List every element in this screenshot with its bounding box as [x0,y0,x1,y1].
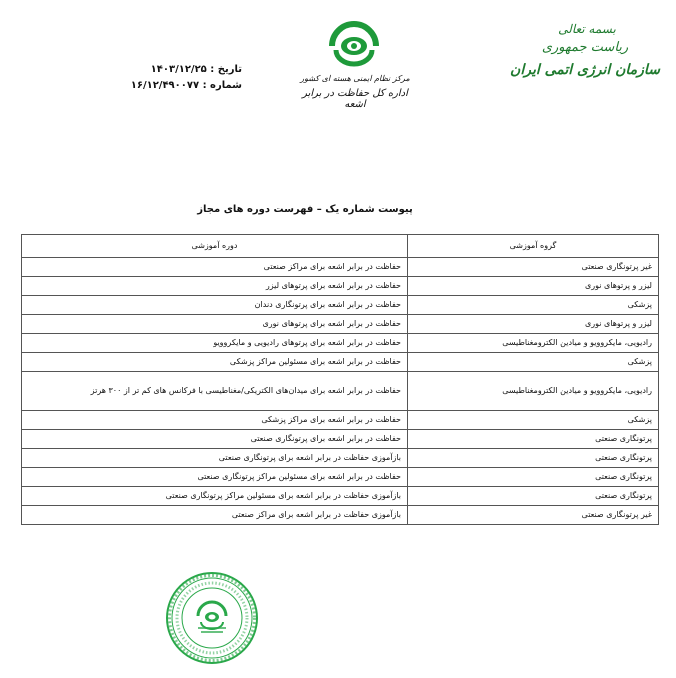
group-cell: پزشکی [408,353,659,372]
table-row [22,353,659,372]
group-cell: لیزر و پرتوهای نوری [408,315,659,334]
course-cell: حفاظت در برابر اشعه برای پرتونگاری دندان [22,296,408,315]
course-cell: حفاظت در برابر اشعه برای مسئولین مراکز پرتونگاری صنعتی [22,468,408,487]
group-cell: رادیویی، مایکروویو و میادین الکترومغناطیسی [408,372,659,411]
group-cell: پرتونگاری صنعتی [408,487,659,506]
column-header-course: دوره آموزشی [22,235,408,258]
table-row [22,277,659,296]
table-row [22,506,659,525]
logo-caption-center: مرکز نظام ایمنی هسته ای کشور [300,74,410,83]
header-presidency: ریاست جمهوری [541,40,629,55]
date-value: ۱۴۰۳/۱۲/۲۵ [150,64,207,75]
column-header-group: گروه آموزشی [408,235,659,258]
group-cell: رادیویی، مایکروویو و میادین الکترومغناطیسی [408,334,659,353]
group-cell: پزشکی [408,296,659,315]
group-cell: پرتونگاری صنعتی [408,449,659,468]
course-cell: بازآموزی حفاظت در برابر اشعه برای مسئولین مراکز پرتونگاری صنعتی [22,487,408,506]
table-row [22,296,659,315]
group-cell: پزشکی [408,411,659,430]
number-value: ۱۶/۱۲/۴۹۰۰۷۷ [130,80,200,91]
table-row [22,372,659,411]
courses-table [21,234,659,525]
table-row [22,411,659,430]
group-cell: لیزر و پرتوهای نوری [408,277,659,296]
group-cell: غیر پرتونگاری صنعتی [408,258,659,277]
table-row [22,334,659,353]
course-cell: بازآموزی حفاظت در برابر اشعه برای پرتونگاری صنعتی [22,449,408,468]
table-row [22,487,659,506]
table-row [22,468,659,487]
course-cell: حفاظت در برابر اشعه برای پرتونگاری صنعتی [22,430,408,449]
table-header-row [22,235,659,258]
course-cell: بازآموزی حفاظت در برابر اشعه برای مراکز صنعتی [22,506,408,525]
group-cell: پرتونگاری صنعتی [408,430,659,449]
course-cell: حفاظت در برابر اشعه برای مراکز صنعتی [22,258,408,277]
course-cell: حفاظت در برابر اشعه برای پرتوهای لیزر [22,277,408,296]
logo-caption-department: اداره کل حفاظت در برابر اشعه [302,88,408,110]
header-organization: سازمان انرژی اتمی ایران [510,62,660,78]
group-cell: پرتونگاری صنعتی [408,468,659,487]
header-basmala: بسمه تعالی [558,22,616,36]
course-cell: حفاظت در برابر اشعه برای مراکز پزشکی [22,411,408,430]
number-line [112,80,242,91]
date-line [112,64,242,75]
table-row [22,258,659,277]
document-title: پیوست شماره یک – فهرست دوره های مجاز [197,204,413,215]
date-label: تاریخ : [210,64,242,75]
table-row [22,449,659,468]
official-stamp-icon [164,570,260,666]
table-row [22,315,659,334]
course-cell: حفاظت در برابر اشعه برای پرتوهای رادیویی و مایکروویو [22,334,408,353]
course-cell: حفاظت در برابر اشعه برای پرتوهای نوری [22,315,408,334]
nuclear-safety-logo-icon [326,16,382,72]
table-row [22,430,659,449]
number-label: شماره : [202,80,242,91]
course-cell: حفاظت در برابر اشعه برای مسئولین مراکز پزشکی [22,353,408,372]
course-cell: حفاظت در برابر اشعه برای میدان‌های الکتریکی/مغناطیسی با فرکانس های کم تر از ۳۰۰ هرتز [22,372,408,411]
group-cell: غیر پرتونگاری صنعتی [408,506,659,525]
